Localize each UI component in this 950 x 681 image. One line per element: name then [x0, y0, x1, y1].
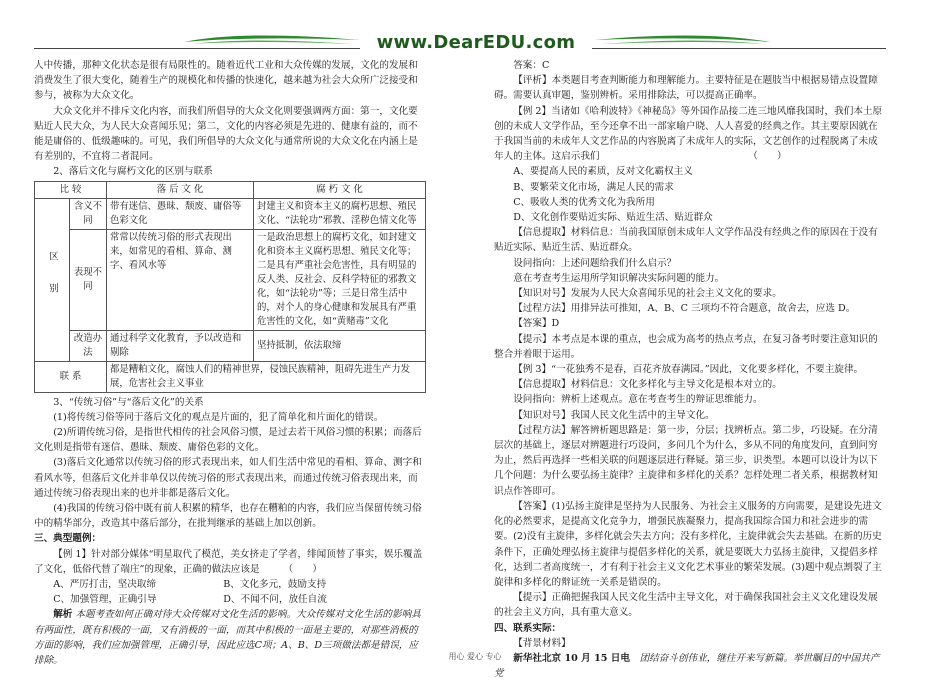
example-2-option-a: A、要提高人民的素质，反对文化霸权主义: [513, 166, 693, 178]
header-rule-left: [34, 48, 360, 49]
table-cell: 坚持抵制，依法取缔: [254, 330, 426, 361]
example-2-answer: 【答案】D: [513, 318, 560, 330]
table-cell: 通过科学文化教育，予以改造和剔除: [107, 330, 254, 361]
example-1-analysis: 解析 本题考查如何正确对待大众传媒对文化生活的影响。大众传媒对文化生活的影响具有两面性，既有积极的一面，又有消极的一面，而其中积极的一面是主要的，对那些消极的方面的影响，我们应加强管理，正确引导，因此应选C项；A、B、D三项做法都是错误，应排除。: [34, 609, 421, 667]
example-1-question: 【例 1】针对部分媒体“明星取代了模范，美女挤走了学者，绯闻顶替了事实，娱乐覆盖了文化，低俗代替了端庄”的现象，正确的做法应该是 （ ）: [34, 548, 423, 575]
example-2-option-b: B、要繁荣文化市场，满足人民的需求: [513, 181, 674, 193]
table-row-label: 表现不同: [70, 229, 107, 330]
section-heading-examples: 三、典型题例：: [34, 533, 102, 545]
table-header-decadent: 腐 朽 文 化: [254, 181, 426, 198]
news-paragraph: 新华社北京 10 月 15 日电 团结奋斗创伟业，继往开来写新篇。举世瞩目的中国共产党: [494, 652, 880, 680]
example-1-options-row2: [34, 592, 426, 607]
site-title: www.DearEDU.com: [376, 32, 576, 53]
example-2-method: 【过程方法】用排异法可推知，A、B、C 三项均不符合题意，故舍去，应选 D。: [513, 303, 856, 315]
example-3-question: 【例 3】“一花独秀不是春，百花齐放春满园。”因此，文化要多样化，不要主旋律。: [513, 364, 864, 376]
page-header: [0, 0, 950, 56]
example-2-question-direction: 设问指向：上述问题给我们什么启示？: [513, 257, 677, 269]
page-footer: 用心 爱心 专心: [448, 652, 502, 661]
left-swoosh-decoration: [182, 28, 362, 50]
example-2-knowledge: 【知识对号】发展为人民大众喜闻乐见的社会主义文化的要求。: [513, 288, 782, 300]
table-cell: 都是糟粕文化，腐蚀人们的精神世界，侵蚀民族精神，阻碍先进生产力发展，危害社会主义事业: [107, 361, 426, 392]
section-heading-practice: 四、联系实际：: [494, 622, 562, 634]
example-2-option-d: D、文化创作要贴近实际、贴近生活、贴近群众: [513, 212, 713, 224]
heading-backward-vs-decadent: 2、落后文化与腐朽文化的区别与联系: [53, 166, 213, 178]
table-cell: 带有迷信、愚昧、颓废、庸俗等色彩文化: [107, 198, 254, 229]
paragraph-mass-culture: 大众文化并不排斥文化内容，而我们所倡导的大众文化则要强调两方面：第一，文化要贴近人民大众，为人民大众喜闻乐见；第二，文化的内容必须是先进的、健康有益的，而不能是庸俗的、低级趣味的。可见，我们所倡导的大众文化与通常所说的大众文化在内涵上是有差别的，不宜将二者混同。: [34, 105, 418, 163]
option-c: C、加强管理，正确引导: [53, 594, 157, 606]
option-d: D、不闻不问，放任自流: [223, 594, 327, 606]
table-header-backward: 落 后 文 化: [107, 181, 254, 198]
comparison-table: [34, 181, 426, 393]
table-cell: 一是政治思想上的腐朽文化，如封建文化和资本主义腐朽思想、殖民文化等；二是具有严重社会危害性，具有明显的反人类、反社会、反科学特征的邪教文化，如“法轮功”等；三是日常生活中的，对个人的身心健康和发展具有严重危害性的文化，如“黄赌毒”文化: [254, 229, 426, 330]
table-row-label: 改造办法: [70, 330, 107, 361]
example-3-tip: 【提示】正确把握我国人民文化生活中主导文化，对于确保我国社会主义文化建设发展的社会主义方向，具有重大意义。: [494, 592, 878, 619]
paragraph-point-2: (2)所谓传统习俗，是指世代相传的社会风俗习惯，是过去若干风俗习惯的积累；而落后文化则是指带有迷信、愚昧、颓废、庸俗色彩的文化。: [34, 427, 422, 454]
example-2-tip: 【提示】本考点是本课的重点，也会成为高考的热点考点，在复习备考时要注意知识的整合并着眼于运用。: [494, 333, 878, 360]
paragraph-mass-media: 人中传播，那种文化状态是很有局限性的。随着近代工业和大众传媒的发展，文化的发展和消费发生了很大变化，随着生产的规模化和传播的快速化，越来越为社会大众所广泛接受和参与，被称为大众文化。: [34, 60, 418, 102]
right-column: [494, 58, 886, 681]
paragraph-point-4: (4)我国的传统习俗中既有前人积累的精华，也存在糟粕的内容，我们应当保留传统习俗中的精华部分，改造其中落后部分，在批判继承的基础上加以创新。: [34, 503, 422, 530]
table-cell: 常常以传统习俗的形式表现出来，如常见的看相、算命、测字、看风水等: [107, 229, 254, 330]
example-2-question: 【例 2】当诸如《哈利波特》《神秘岛》等外国作品接二连三地风靡我国时，我们本土原创的未成人文学作品，至今还拿不出一部家喻户晓、人人喜爱的经典之作。其主要原因就在于我国当前的未成年人文艺作品的内容脱离了未成年人的实际，文艺创作的过程脱离了未成年人的主体。这启示我们 （ ）: [494, 105, 883, 163]
example-1-evaluation: 【评析】本类题目考查判断能力和理解能力。主要特征是在题肢当中根据易错点设置障碍。需要认真审题，鉴别辨析。采用排除法，可以提高正确率。: [494, 75, 878, 102]
example-3-knowledge: 【知识对号】我国人民文化生活中的主导文化。: [513, 409, 715, 421]
heading-custom-vs-backward: 3、“传统习俗”与“落后文化”的关系: [53, 396, 204, 408]
example-3-method: 【过程方法】解答辨析题思路是：第一步，分层；找辨析点。第二步，巧设疑。在分清层次的基础上，逐层对辨题进行巧设问，多问几个为什么，多从不同的角度发问，直到问穷为止，然后再选择一些相关联的问题逐层进行释疑。第三步，识类型。本题可以设计为以下几个问题：为什么要弘扬主旋律？主旋律和多样化的关系？怎样处理二者关系，根据教材知识点作答即可。: [494, 424, 878, 497]
option-b: B、文化多元，鼓励支持: [223, 579, 327, 591]
table-diff-label: 区 别: [35, 198, 70, 361]
example-2-intent: 意在考查考生运用所学知识解决实际问题的能力。: [513, 272, 725, 284]
example-2-option-c: C、吸收人类的优秀文化为我所用: [513, 196, 655, 208]
paragraph-point-3: (3)落后文化通常以传统习俗的形式表现出来，如人们生活中常见的看相、算命、测字和看风水等，但落后文化并非单仅以传统习俗的形式表现出来，而通过传统习俗表现出来，而通过传统习俗表现出来的也并非都是落后文化。: [34, 457, 422, 499]
table-cell: 封建主义和资本主义的腐朽思想、殖民文化、“法轮功”邪教、淫秽色情文化等: [254, 198, 426, 229]
example-3-answer: 【答案】(1)弘扬主旋律是坚持为人民服务、为社会主义服务的方向需要，是建设先进文化的必然要求，是提高文化竞争力，增强民族凝聚力，提高我国综合国力和社会进步的需要。(2)没有主旋律，多样化就会失去方向；没有多样化，主旋律就会失去基础。在新的历史条件下，正确处理弘扬主旋律与提倡多样化的关系，就是要既大力弘扬主旋律，又提倡多样化，达到二者高度统一，才有利于社会主义文化艺术事业的繁荣发展。(3)题中观点割裂了主旋律和多样化的辩证统一关系是错误的。: [494, 500, 882, 588]
table-link-label: 联 系: [35, 361, 107, 392]
example-3-info: 【信息提取】材料信息：文化多样化与主导文化是根本对立的。: [513, 379, 782, 391]
paragraph-point-1: (1)将传统习俗等同于落后文化的观点是片面的，犯了简单化和片面化的错误。: [53, 411, 384, 423]
background-material-label: 【背景材料】: [513, 637, 571, 649]
table-row-label: 含义不同: [70, 198, 107, 229]
option-a: A、严厉打击，坚决取缔: [53, 579, 157, 591]
header-rule-right: [592, 48, 886, 49]
right-swoosh-decoration: [592, 28, 772, 50]
example-3-question-direction: 设问指向：辨析上述观点。意在考查考生的辩证思维能力。: [513, 394, 763, 406]
example-1-options-row1: [34, 577, 426, 592]
left-column: [34, 58, 426, 668]
example-1-answer: 答案：C: [513, 60, 550, 71]
example-2-info: 【信息提取】材料信息：当前我国原创未成年人文学作品没有经典之作的原因在于没有贴近实际、贴近生活、贴近群众。: [494, 227, 878, 254]
table-header-compare: 比 较: [35, 181, 107, 198]
